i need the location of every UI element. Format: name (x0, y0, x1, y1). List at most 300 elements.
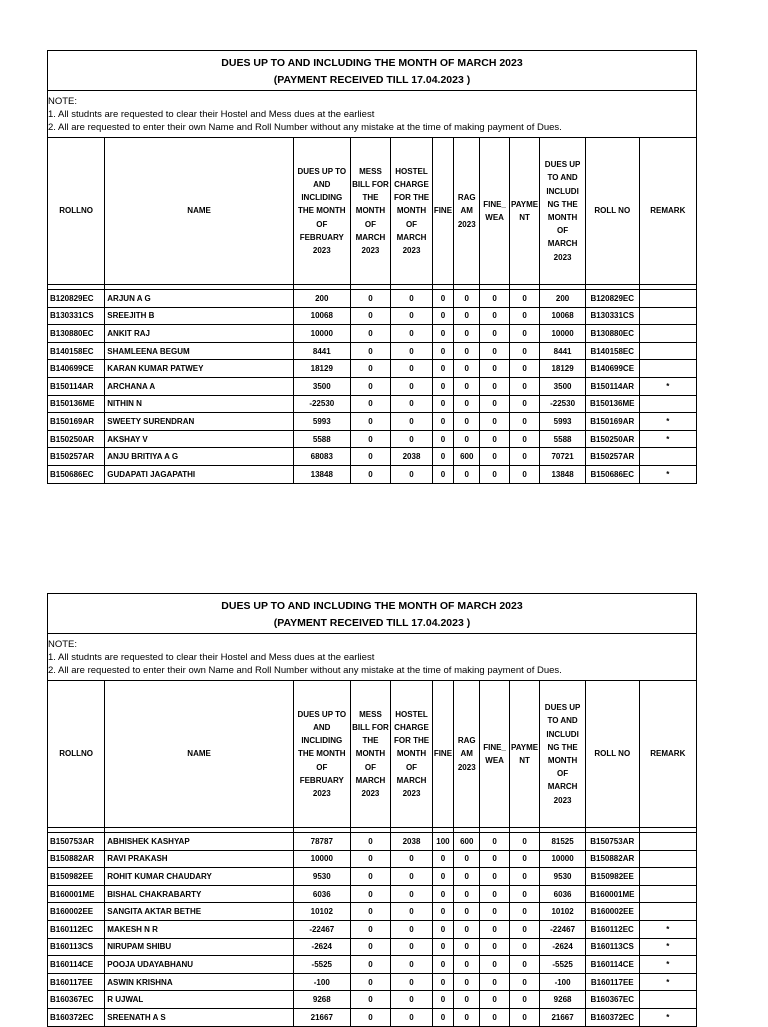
table-row (48, 920, 696, 938)
table-cell: B120829EC (48, 290, 105, 308)
table-cell: 0 (391, 465, 433, 482)
table-cell: 9268 (293, 991, 350, 1009)
table-row (48, 1008, 696, 1025)
table-cell: B160002EE (585, 903, 639, 921)
table-cell: 0 (391, 885, 433, 903)
note-line-2: 2. All are requested to enter their own Name and Roll Number without any mistake at the time of making payment of Dues. (48, 665, 562, 676)
table-cell: 200 (540, 290, 586, 308)
table-cell: 0 (509, 325, 539, 343)
table-cell: 0 (391, 325, 433, 343)
column-header: REMARK (639, 681, 696, 828)
table-cell: B140158EC (585, 342, 639, 360)
table-cell: 0 (432, 956, 453, 974)
table-cell: 0 (350, 850, 391, 868)
table-cell: 0 (350, 290, 391, 308)
table-cell: 600 (454, 833, 480, 851)
column-header: REMARK (639, 138, 696, 285)
table-cell: 21667 (293, 1008, 350, 1025)
table-cell: 0 (454, 430, 480, 448)
table-row (48, 465, 696, 482)
table-cell: B140699CE (585, 360, 639, 378)
column-header: RAG AM 2023 (454, 681, 480, 828)
table-cell: 0 (432, 885, 453, 903)
table-cell: 0 (432, 973, 453, 991)
table-cell: 10000 (540, 325, 586, 343)
table-cell (639, 307, 696, 325)
table-cell: 0 (509, 465, 539, 482)
column-header: ROLLNO (48, 681, 105, 828)
table-cell: B150882AR (48, 850, 105, 868)
table-cell: 0 (454, 885, 480, 903)
sheet-title (48, 51, 696, 91)
table-cell: 21667 (540, 1008, 586, 1025)
table-row (48, 360, 696, 378)
table-cell: 0 (391, 1008, 433, 1025)
table-cell (639, 850, 696, 868)
table-cell: 0 (391, 850, 433, 868)
table-cell: 0 (480, 307, 509, 325)
table-cell: 10000 (540, 850, 586, 868)
table-cell: 0 (509, 377, 539, 395)
table-cell: 0 (454, 395, 480, 413)
note-line-1: 1. All studnts are requested to clear their Hostel and Mess dues at the earliest (48, 652, 375, 663)
table-cell: 0 (454, 850, 480, 868)
table-cell: 0 (350, 448, 391, 466)
table-cell: 0 (509, 342, 539, 360)
table-cell: 0 (454, 307, 480, 325)
table-cell: 0 (432, 430, 453, 448)
table-cell: 0 (480, 938, 509, 956)
column-header: DUES UP TO AND INCLIDING THE MONTH OF FEBRUARY 2023 (293, 681, 350, 828)
table-cell: 0 (432, 377, 453, 395)
table-row (48, 413, 696, 431)
table-row (48, 325, 696, 343)
table-cell: 0 (350, 903, 391, 921)
table-cell: -100 (293, 973, 350, 991)
table-cell: MAKESH N R (105, 920, 294, 938)
table-cell: 0 (480, 465, 509, 482)
table-cell: 6036 (293, 885, 350, 903)
table-cell: 9530 (293, 868, 350, 886)
column-header: DUES UP TO AND INCLUDI NG THE MONTH OF MARCH 2023 (540, 138, 586, 285)
note-block (48, 634, 696, 681)
table-cell: B150686EC (585, 465, 639, 482)
table-cell: 0 (480, 290, 509, 308)
table-cell: 0 (350, 377, 391, 395)
table-cell: ARCHANA A (105, 377, 294, 395)
table-cell: 0 (350, 465, 391, 482)
column-header: PAYME NT (509, 138, 539, 285)
table-cell: * (639, 920, 696, 938)
table-cell: 81525 (540, 833, 586, 851)
table-cell: 0 (509, 973, 539, 991)
title-line: DUES UP TO AND INCLUDING THE MONTH OF MARCH 2023 (221, 57, 523, 69)
note-heading: NOTE: (48, 96, 78, 107)
table-cell: -5525 (540, 956, 586, 974)
table-cell: * (639, 465, 696, 482)
table-cell: ANKIT RAJ (105, 325, 294, 343)
table-cell: 0 (509, 430, 539, 448)
table-cell: 0 (454, 290, 480, 308)
table-cell: ARJUN A G (105, 290, 294, 308)
table-cell: -22530 (293, 395, 350, 413)
table-cell: 0 (509, 833, 539, 851)
table-row (48, 850, 696, 868)
table-cell: 0 (509, 956, 539, 974)
table-cell: 0 (350, 938, 391, 956)
table-cell: -100 (540, 973, 586, 991)
table-cell: 0 (509, 448, 539, 466)
table-cell: 0 (350, 973, 391, 991)
table-cell: 0 (391, 413, 433, 431)
dues-table (48, 681, 696, 1026)
table-cell: KARAN KUMAR PATWEY (105, 360, 294, 378)
table-cell: 0 (454, 342, 480, 360)
table-cell: 0 (391, 991, 433, 1009)
table-cell: 0 (350, 920, 391, 938)
table-cell: * (639, 938, 696, 956)
table-row (48, 885, 696, 903)
table-cell: 0 (391, 956, 433, 974)
table-cell: 0 (432, 325, 453, 343)
subtitle-line: (PAYMENT RECEIVED TILL 17.04.2023 ) (273, 617, 471, 629)
subtitle-line: (PAYMENT RECEIVED TILL 17.04.2023 ) (273, 74, 471, 86)
table-cell: AKSHAY V (105, 430, 294, 448)
table-cell (639, 868, 696, 886)
table-cell: ASWIN KRISHNA (105, 973, 294, 991)
table-cell: B150686EC (48, 465, 105, 482)
table-row (48, 868, 696, 886)
table-cell: B150257AR (585, 448, 639, 466)
table-cell: * (639, 377, 696, 395)
table-cell: 0 (350, 413, 391, 431)
table-cell: 0 (391, 938, 433, 956)
table-cell: 0 (432, 448, 453, 466)
table-cell: B130880EC (48, 325, 105, 343)
sheet-title (48, 594, 696, 634)
table-cell: 0 (432, 991, 453, 1009)
table-cell: 0 (454, 413, 480, 431)
table-cell: 8441 (293, 342, 350, 360)
table-cell: 0 (480, 325, 509, 343)
table-cell: B160112EC (585, 920, 639, 938)
table-cell: 10068 (540, 307, 586, 325)
table-cell: 0 (432, 395, 453, 413)
table-cell: 0 (454, 377, 480, 395)
table-cell: 0 (480, 448, 509, 466)
table-cell: 0 (454, 920, 480, 938)
table-cell: 0 (480, 956, 509, 974)
table-cell: B160372EC (585, 1008, 639, 1025)
table-cell: 13848 (293, 465, 350, 482)
table-cell: 0 (432, 290, 453, 308)
table-cell (639, 290, 696, 308)
table-cell: * (639, 973, 696, 991)
table-cell: 0 (350, 885, 391, 903)
table-cell: 9268 (540, 991, 586, 1009)
table-cell: 10102 (293, 903, 350, 921)
table-cell: 0 (391, 342, 433, 360)
table-row (48, 991, 696, 1009)
table-cell: 0 (509, 885, 539, 903)
table-cell: B150136ME (48, 395, 105, 413)
table-cell: 3500 (540, 377, 586, 395)
dues-sheet-1 (47, 50, 697, 484)
table-cell: 0 (509, 868, 539, 886)
title-line: DUES UP TO AND INCLUDING THE MONTH OF MARCH 2023 (221, 600, 523, 612)
table-cell: 0 (350, 956, 391, 974)
table-cell: B150257AR (48, 448, 105, 466)
table-cell: B160367EC (585, 991, 639, 1009)
table-cell: 0 (454, 465, 480, 482)
table-cell: * (639, 956, 696, 974)
table-cell: 0 (432, 465, 453, 482)
table-cell: 0 (509, 1008, 539, 1025)
column-header: HOSTEL CHARGE FOR THE MONTH OF MARCH 2023 (391, 681, 433, 828)
table-cell: 600 (454, 448, 480, 466)
table-cell (639, 360, 696, 378)
table-cell: * (639, 413, 696, 431)
table-cell: B130331CS (585, 307, 639, 325)
header-row (48, 681, 696, 828)
table-cell: 2038 (391, 833, 433, 851)
column-header: NAME (105, 138, 294, 285)
table-cell: 10000 (293, 325, 350, 343)
table-cell: BISHAL CHAKRABARTY (105, 885, 294, 903)
table-cell: 0 (350, 430, 391, 448)
table-cell: 0 (391, 307, 433, 325)
table-cell: 0 (350, 395, 391, 413)
table-cell (639, 991, 696, 1009)
table-cell: 0 (432, 938, 453, 956)
table-cell: SANGITA AKTAR BETHE (105, 903, 294, 921)
dues-table (48, 138, 696, 483)
table-cell: 0 (391, 903, 433, 921)
table-cell: 0 (480, 1008, 509, 1025)
table-cell: B130880EC (585, 325, 639, 343)
table-cell: B160001ME (585, 885, 639, 903)
column-header: FINE (432, 681, 453, 828)
table-cell (639, 342, 696, 360)
table-cell: -22467 (293, 920, 350, 938)
table-cell: B150169AR (585, 413, 639, 431)
table-row (48, 342, 696, 360)
table-cell: 0 (454, 868, 480, 886)
table-row (48, 307, 696, 325)
table-cell: 0 (432, 850, 453, 868)
table-cell: ANJU BRITIYA A G (105, 448, 294, 466)
table-cell: 0 (454, 938, 480, 956)
table-cell: 0 (432, 1008, 453, 1025)
column-header: ROLL NO (585, 681, 639, 828)
table-cell: 18129 (540, 360, 586, 378)
table-cell: * (639, 1008, 696, 1025)
table-cell: 0 (432, 307, 453, 325)
table-cell: 6036 (540, 885, 586, 903)
table-cell: 0 (454, 903, 480, 921)
table-cell: B160114CE (48, 956, 105, 974)
table-cell: 0 (480, 360, 509, 378)
table-cell: 13848 (540, 465, 586, 482)
table-cell: B150882AR (585, 850, 639, 868)
header-row (48, 138, 696, 285)
table-row (48, 430, 696, 448)
table-cell: 0 (509, 991, 539, 1009)
table-cell: 0 (454, 1008, 480, 1025)
table-cell: GUDAPATI JAGAPATHI (105, 465, 294, 482)
table-cell: B150753AR (48, 833, 105, 851)
table-cell: B120829EC (585, 290, 639, 308)
table-cell: 0 (350, 360, 391, 378)
table-cell: 3500 (293, 377, 350, 395)
table-cell: 0 (350, 991, 391, 1009)
table-cell: 10068 (293, 307, 350, 325)
note-block (48, 91, 696, 138)
table-cell: 0 (432, 413, 453, 431)
table-cell: SREEJITH B (105, 307, 294, 325)
table-cell: B160114CE (585, 956, 639, 974)
table-cell: -22530 (540, 395, 586, 413)
table-cell: RAVI PRAKASH (105, 850, 294, 868)
column-header: FINE (432, 138, 453, 285)
table-cell: B160367EC (48, 991, 105, 1009)
table-cell: 0 (432, 360, 453, 378)
table-body (48, 285, 696, 483)
table-cell: B160002EE (48, 903, 105, 921)
table-cell: 0 (509, 920, 539, 938)
table-cell: 0 (480, 868, 509, 886)
dues-sheet-2 (47, 593, 697, 1027)
table-cell: 0 (350, 833, 391, 851)
table-row (48, 448, 696, 466)
table-row (48, 956, 696, 974)
table-cell: 0 (391, 920, 433, 938)
table-cell: 9530 (540, 868, 586, 886)
table-cell: B150250AR (585, 430, 639, 448)
table-row (48, 395, 696, 413)
table-cell: 0 (454, 956, 480, 974)
table-cell: 0 (350, 307, 391, 325)
column-header: DUES UP TO AND INCLUDI NG THE MONTH OF MARCH 2023 (540, 681, 586, 828)
table-cell (639, 395, 696, 413)
table-cell: 0 (509, 850, 539, 868)
table-cell: 0 (509, 938, 539, 956)
table-cell: 68083 (293, 448, 350, 466)
table-cell: 0 (509, 395, 539, 413)
table-cell: 0 (480, 991, 509, 1009)
table-row (48, 903, 696, 921)
table-cell: NIRUPAM SHIBU (105, 938, 294, 956)
column-header: FINE_ WEA (480, 138, 509, 285)
note-line-1: 1. All studnts are requested to clear their Hostel and Mess dues at the earliest (48, 109, 375, 120)
table-cell: 0 (391, 290, 433, 308)
table-cell: 0 (350, 868, 391, 886)
table-cell: 0 (432, 920, 453, 938)
table-cell: 0 (432, 903, 453, 921)
table-row (48, 973, 696, 991)
column-header: HOSTEL CHARGE FOR THE MONTH OF MARCH 2023 (391, 138, 433, 285)
table-cell: 0 (480, 920, 509, 938)
table-cell: 0 (454, 360, 480, 378)
table-cell: POOJA UDAYABHANU (105, 956, 294, 974)
table-cell: 0 (509, 307, 539, 325)
table-cell: 0 (480, 395, 509, 413)
table-cell: B150753AR (585, 833, 639, 851)
table-cell: SREENATH A S (105, 1008, 294, 1025)
table-cell: 0 (350, 325, 391, 343)
table-cell (639, 903, 696, 921)
table-cell: 0 (391, 395, 433, 413)
table-row (48, 290, 696, 308)
table-row (48, 377, 696, 395)
table-cell: B150982EE (585, 868, 639, 886)
column-header: ROLLNO (48, 138, 105, 285)
table-cell: ROHIT KUMAR CHAUDARY (105, 868, 294, 886)
table-cell: B160113CS (585, 938, 639, 956)
table-cell: -5525 (293, 956, 350, 974)
table-cell: 18129 (293, 360, 350, 378)
table-cell: B140699CE (48, 360, 105, 378)
table-cell: -22467 (540, 920, 586, 938)
table-cell: 0 (391, 377, 433, 395)
table-cell: 0 (480, 833, 509, 851)
table-cell: 100 (432, 833, 453, 851)
column-header: MESS BILL FOR THE MONTH OF MARCH 2023 (350, 681, 391, 828)
table-cell: B150250AR (48, 430, 105, 448)
column-header: MESS BILL FOR THE MONTH OF MARCH 2023 (350, 138, 391, 285)
table-row (48, 938, 696, 956)
table-cell: 78787 (293, 833, 350, 851)
table-cell: B150136ME (585, 395, 639, 413)
table-cell: 2038 (391, 448, 433, 466)
table-cell: B150114AR (585, 377, 639, 395)
table-cell: 0 (391, 360, 433, 378)
table-cell: ABHISHEK KASHYAP (105, 833, 294, 851)
table-cell: B160372EC (48, 1008, 105, 1025)
table-cell: 0 (480, 413, 509, 431)
table-cell: 0 (480, 377, 509, 395)
table-cell: 0 (480, 850, 509, 868)
table-cell: 0 (480, 430, 509, 448)
table-cell: NITHIN N (105, 395, 294, 413)
table-cell: 0 (509, 413, 539, 431)
table-cell: B150114AR (48, 377, 105, 395)
table-cell (639, 885, 696, 903)
table-cell: 5993 (540, 413, 586, 431)
table-cell: 0 (391, 973, 433, 991)
table-cell: -2624 (293, 938, 350, 956)
table-cell: B150982EE (48, 868, 105, 886)
table-cell: 0 (509, 360, 539, 378)
table-cell: R UJWAL (105, 991, 294, 1009)
table-cell: 10102 (540, 903, 586, 921)
table-cell: 0 (480, 973, 509, 991)
table-cell: B140158EC (48, 342, 105, 360)
table-cell: SHAMLEENA BEGUM (105, 342, 294, 360)
table-cell: 0 (391, 868, 433, 886)
table-cell: 0 (454, 991, 480, 1009)
column-header: PAYME NT (509, 681, 539, 828)
column-header: NAME (105, 681, 294, 828)
table-cell: * (639, 430, 696, 448)
table-cell (639, 325, 696, 343)
table-body (48, 828, 696, 1026)
table-cell (639, 448, 696, 466)
table-cell: 5588 (293, 430, 350, 448)
table-cell: 0 (454, 973, 480, 991)
table-cell: 0 (350, 342, 391, 360)
note-line-2: 2. All are requested to enter their own Name and Roll Number without any mistake at the time of making payment of Dues. (48, 122, 562, 133)
